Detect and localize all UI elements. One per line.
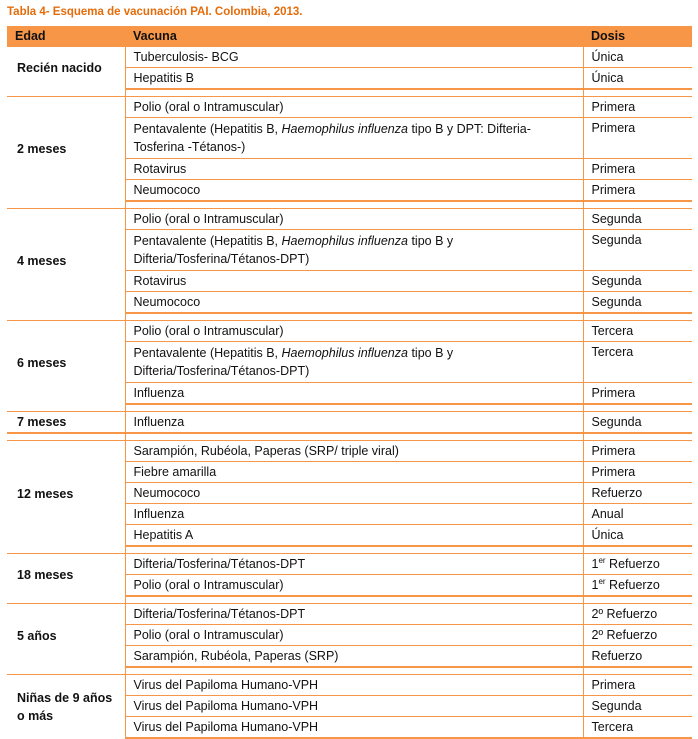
vaccine-text: tipo B y DPT: Difteria-Tosferina -Tétanos-) xyxy=(133,122,531,154)
dose-number: 1 xyxy=(591,557,599,571)
age-cell: 2 meses xyxy=(17,142,67,156)
table-caption: Tabla 4- Esquema de vacunación PAI. Colombia, 2013. xyxy=(7,6,303,18)
age-group xyxy=(7,313,692,404)
vaccine-cell: Difteria/Tosferina/Tétanos-DPT xyxy=(125,554,583,575)
spacer-cell xyxy=(125,546,583,554)
dose-cell: Segunda xyxy=(583,292,692,314)
vaccine-text: tipo B y Difteria/Tosferina/Tétanos-DPT) xyxy=(133,346,454,378)
vaccine-cell: Polio (oral o Intramuscular) xyxy=(125,625,583,646)
dose-cell: Primera xyxy=(583,118,692,159)
vaccine-cell: Influenza xyxy=(125,412,583,434)
vaccine-cell: Virus del Papiloma Humano-VPH xyxy=(125,696,583,717)
vaccine-cell: Hepatitis B xyxy=(125,68,583,90)
spacer-cell xyxy=(583,546,692,554)
vaccine-text: tipo B y Difteria/Tosferina/Tétanos-DPT) xyxy=(133,234,454,266)
vaccination-table xyxy=(7,26,692,739)
dose-cell: Única xyxy=(583,68,692,90)
dose-cell: Única xyxy=(591,50,624,64)
age-cell: 6 meses xyxy=(17,355,67,370)
dose-ordinal: er xyxy=(598,576,606,586)
dose-cell: Refuerzo xyxy=(583,483,692,504)
dose-cell: Segunda xyxy=(591,212,642,226)
vaccine-cell: Neumococo xyxy=(125,292,583,314)
spacer-cell xyxy=(125,89,583,97)
vaccine-cell: Neumococo xyxy=(125,180,583,202)
dose-number: 1 xyxy=(591,578,599,592)
vaccine-cell: Virus del Papiloma Humano-VPH xyxy=(125,675,583,696)
vaccine-text: Pentavalente (Hepatitis B, xyxy=(133,346,282,360)
spacer-cell xyxy=(125,596,583,604)
age-group xyxy=(7,546,692,596)
age-cell: 18 meses xyxy=(17,568,74,582)
spacer-cell xyxy=(7,89,125,97)
dose-cell: Única xyxy=(583,525,692,547)
dose-cell: Primera xyxy=(591,100,636,114)
vaccine-cell: Hepatitis A xyxy=(125,525,583,547)
dose-cell xyxy=(583,554,692,575)
age-group xyxy=(7,404,692,433)
dose-cell: Segunda xyxy=(583,230,692,271)
table-row xyxy=(7,209,692,230)
vaccine-cell: Sarampión, Rubéola, Paperas (SRP/ triple viral) xyxy=(125,441,583,462)
age-group xyxy=(7,201,692,313)
dose-cell: Tercera xyxy=(583,717,692,739)
spacer-cell xyxy=(7,201,125,209)
dose-cell: Primera xyxy=(583,159,692,180)
vaccine-cell: Tuberculosis- BCG xyxy=(125,47,583,68)
dose-cell: Primera xyxy=(583,462,692,483)
spacer-cell xyxy=(583,404,692,412)
age-group xyxy=(7,47,692,90)
group-spacer xyxy=(7,313,692,321)
table-header xyxy=(7,26,692,47)
spacer-cell xyxy=(7,433,125,441)
spacer-cell xyxy=(125,313,583,321)
age-cell: 5 años xyxy=(17,628,57,643)
vaccine-cell: Polio (oral o Intramuscular) xyxy=(125,97,583,118)
group-spacer xyxy=(7,546,692,554)
spacer-cell xyxy=(125,404,583,412)
vaccine-text-italic: Haemophilus influenza xyxy=(281,122,408,136)
table-row xyxy=(7,412,692,434)
group-spacer xyxy=(7,404,692,412)
vaccine-cell: Rotavirus xyxy=(125,159,583,180)
header-row xyxy=(7,26,692,47)
dose-cell: 2º Refuerzo xyxy=(583,625,692,646)
dose-cell: Primera xyxy=(591,678,636,692)
group-spacer xyxy=(7,596,692,604)
spacer-cell xyxy=(7,596,125,604)
vaccine-text-italic: Haemophilus influenza xyxy=(281,346,408,360)
spacer-cell xyxy=(583,201,692,209)
vaccine-cell xyxy=(125,342,583,383)
dose-cell: Segunda xyxy=(583,412,692,434)
dose-cell: Segunda xyxy=(583,696,692,717)
spacer-cell xyxy=(583,313,692,321)
age-cell: 12 meses xyxy=(17,486,74,501)
dose-cell: Primera xyxy=(591,444,636,458)
vaccine-cell: Polio (oral o Intramuscular) xyxy=(125,209,583,230)
age-cell: Niñas de 9 años o más xyxy=(17,690,113,723)
table-row xyxy=(7,441,692,462)
dose-cell: Anual xyxy=(583,504,692,525)
spacer-cell xyxy=(7,404,125,412)
dose-cell: Segunda xyxy=(583,271,692,292)
age-cell: 7 meses xyxy=(7,412,125,434)
dose-cell xyxy=(583,575,692,597)
group-spacer xyxy=(7,201,692,209)
table-row xyxy=(7,554,692,575)
spacer-cell xyxy=(7,546,125,554)
table-row xyxy=(7,97,692,118)
age-group xyxy=(7,89,692,201)
vaccine-cell: Fiebre amarilla xyxy=(125,462,583,483)
spacer-cell xyxy=(583,89,692,97)
vaccine-cell: Polio (oral o Intramuscular) xyxy=(125,575,583,597)
age-cell: Recién nacido xyxy=(17,61,102,75)
vaccine-cell: Difteria/Tosferina/Tétanos-DPT xyxy=(125,604,583,625)
header-vacuna: Vacuna xyxy=(125,26,583,47)
spacer-cell xyxy=(583,596,692,604)
dose-cell: Tercera xyxy=(583,342,692,383)
table-row xyxy=(7,47,692,68)
vaccine-cell: Influenza xyxy=(125,383,583,405)
spacer-cell xyxy=(583,433,692,441)
dose-text: Refuerzo xyxy=(605,578,660,592)
dose-ordinal: er xyxy=(598,555,606,565)
spacer-cell xyxy=(125,433,583,441)
dose-cell: 2º Refuerzo xyxy=(591,607,658,621)
vaccine-text: Pentavalente (Hepatitis B, xyxy=(133,122,282,136)
spacer-cell xyxy=(7,667,125,675)
spacer-cell xyxy=(125,201,583,209)
group-spacer xyxy=(7,433,692,441)
table-row xyxy=(7,604,692,625)
table-row xyxy=(7,675,692,696)
dose-cell: Refuerzo xyxy=(583,646,692,668)
group-spacer xyxy=(7,667,692,675)
vaccine-text: Pentavalente (Hepatitis B, xyxy=(133,234,282,248)
header-dosis: Dosis xyxy=(583,26,692,47)
dose-cell: Primera xyxy=(583,180,692,202)
dose-cell: Tercera xyxy=(591,324,634,338)
vaccine-cell: Rotavirus xyxy=(125,271,583,292)
dose-cell: Primera xyxy=(583,383,692,405)
spacer-cell xyxy=(125,667,583,675)
age-group xyxy=(7,596,692,667)
vaccine-cell: Neumococo xyxy=(125,483,583,504)
vaccine-cell: Sarampión, Rubéola, Paperas (SRP) xyxy=(125,646,583,668)
spacer-cell xyxy=(7,313,125,321)
vaccine-cell xyxy=(125,118,583,159)
dose-text: Refuerzo xyxy=(605,557,660,571)
vaccine-cell: Virus del Papiloma Humano-VPH xyxy=(125,717,583,739)
table-row xyxy=(7,321,692,342)
vaccine-cell: Influenza xyxy=(125,504,583,525)
age-cell: 4 meses xyxy=(17,254,67,268)
vaccine-text-italic: Haemophilus influenza xyxy=(281,234,408,248)
vaccine-cell xyxy=(125,230,583,271)
header-edad: Edad xyxy=(7,26,125,47)
group-spacer xyxy=(7,89,692,97)
age-group xyxy=(7,433,692,546)
vaccine-cell: Polio (oral o Intramuscular) xyxy=(125,321,583,342)
spacer-cell xyxy=(583,667,692,675)
